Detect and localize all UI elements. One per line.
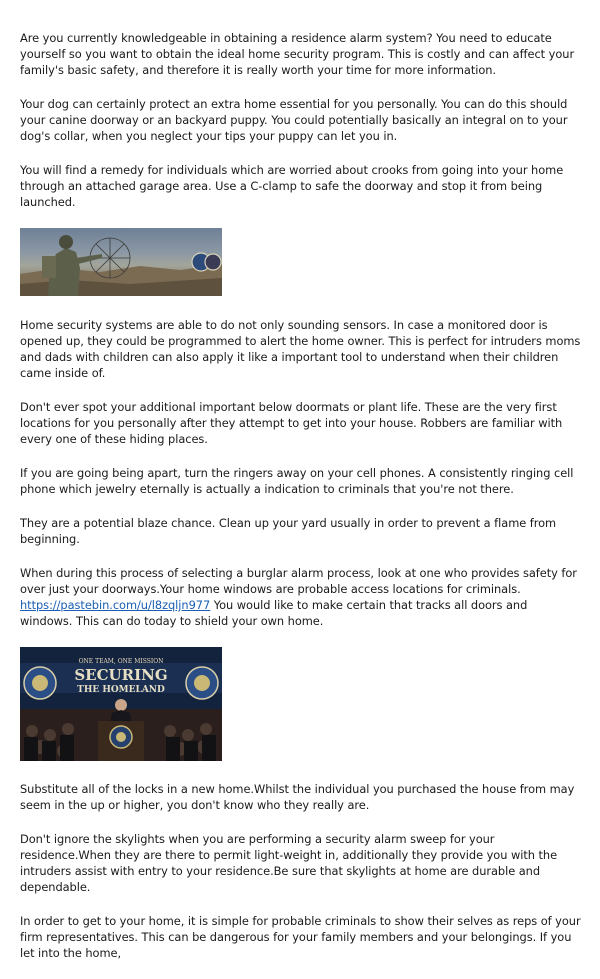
article [20,30,582,979]
banner-line-2: SECURING [74,666,168,684]
paragraph-5: Don't ever spot your additional important below doormats or plant life. These are the very first locations for you personally after they attempt to get into your house. Robbers are familiar with every one of these hiding places. [20,400,563,446]
pastebin-link[interactable]: https://pastebin.com/u/l8zqljn977 [20,598,211,612]
banner-line-1: ONE TEAM, ONE MISSION [78,658,164,665]
banner-line-3: THE HOMELAND [77,685,165,695]
paragraph-2: Your dog can certainly protect an extra home essential for you personally. You can do this should your canine doorway or an backyard puppy. You could potentially basically an integral on to your dog's collar, when you neglect your tips your puppy can let you in. [20,97,568,143]
soldier-antenna-photo [20,228,222,296]
homeland-event-illustration [20,647,222,761]
paragraph-8-after: You would like to make certain that tracks all doors and windows. This can do today to shield your own home. [20,598,528,628]
paragraph-3: You will find a remedy for individuals which are worried about crooks from going into your home through an attached garage area. Use a C-clamp to safe the doorway and stop it from being launched. [20,163,564,209]
paragraph-7: They are a potential blaze chance. Clean up your yard usually in order to prevent a flame from beginning. [20,516,557,546]
paragraph-11: In order to get to your home, it is simple for probable criminals to show their selves as reps of your firm representatives. This can be dangerous for your family members and your belongings. If you let into the home, [20,914,581,960]
paragraph-9: Substitute all of the locks in a new home.Whilst the individual you purchased the house from may seem in the up or higher, you don't know who they really are. [20,782,575,812]
paragraph-8-before: When during this process of selecting a burglar alarm process, look at one who provides safety for over just your doorways.Your home windows are probable access locations for criminals. [20,566,577,596]
paragraph-4: Home security systems are able to do not only sounding sensors. In case a monitored door is opened up, they could be programmed to alert the home owner. This is perfect for intruders moms and dads with children can also apply it like a important tool to understand when their children came inside of. [20,318,581,380]
paragraph-6: If you are going being apart, turn the ringers away on your cell phones. A consistently ringing cell phone which jewelry eternally is actually a indication to criminals that you're not there. [20,466,574,496]
soldier-antenna-illustration [20,228,222,296]
paragraph-10: Don't ignore the skylights when you are performing a security alarm sweep for your residence.When they are there to permit light-weight in, additionally they provide you with the intruders assist with entry to your residence.Be sure that skylights at home are durable and dependable. [20,832,558,894]
securing-homeland-photo [20,647,222,761]
paragraph-1: Are you currently knowledgeable in obtaining a residence alarm system? You need to educate yourself so you want to obtain the ideal home security program. This is costly and can affect your family's basic safety, and therefore it is really worth your time for more information. [20,31,575,77]
paragraph-8 [20,565,582,629]
